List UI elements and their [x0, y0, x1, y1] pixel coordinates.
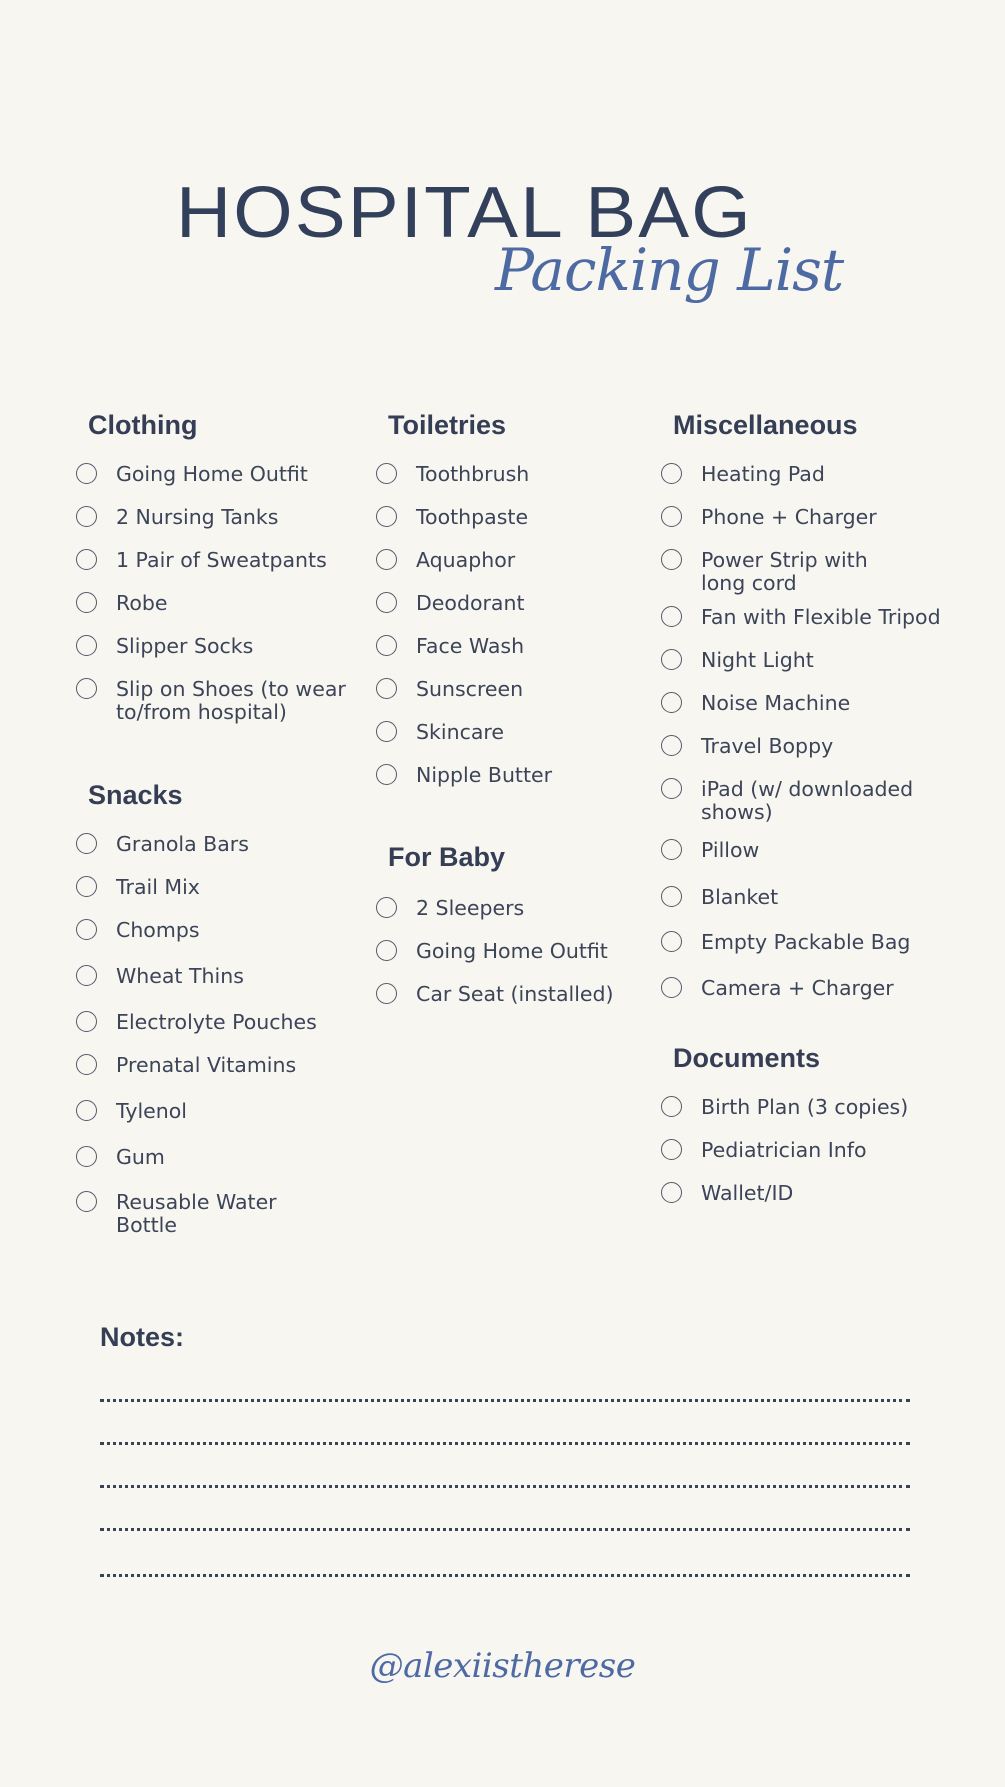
section-heading: For Baby — [388, 842, 506, 872]
checklist-item[interactable]: Travel Boppy — [661, 735, 833, 758]
checklist-item[interactable]: Slip on Shoes (to wear to/from hospital) — [76, 678, 346, 724]
checkbox-circle-icon[interactable] — [661, 1139, 682, 1160]
section-snacks — [76, 780, 317, 1237]
checkbox-circle-icon[interactable] — [376, 635, 397, 656]
section-miscellaneous — [661, 410, 941, 1000]
checklist-item[interactable]: Aquaphor — [376, 549, 515, 572]
checkbox-circle-icon[interactable] — [661, 931, 682, 952]
checkbox-circle-icon[interactable] — [76, 635, 97, 656]
checklist-item[interactable]: Pillow — [661, 839, 759, 862]
checklist-item[interactable]: Camera + Charger — [661, 977, 894, 1000]
checkbox-circle-icon[interactable] — [76, 1146, 97, 1167]
checkbox-circle-icon[interactable] — [76, 549, 97, 570]
checkbox-circle-icon[interactable] — [661, 1182, 682, 1203]
checklist-item[interactable]: Sunscreen — [376, 678, 523, 701]
checkbox-circle-icon[interactable] — [661, 735, 682, 756]
checklist-item[interactable]: Power Strip with long cord — [661, 549, 868, 595]
checklist-item[interactable]: Chomps — [76, 919, 200, 942]
notes-line[interactable] — [100, 1442, 910, 1445]
checkbox-circle-icon[interactable] — [76, 463, 97, 484]
checklist-item[interactable]: Toothpaste — [376, 506, 528, 529]
checklist-item[interactable]: Prenatal Vitamins — [76, 1054, 296, 1077]
title-main: HOSPITAL BAG — [176, 173, 753, 253]
checklist-item[interactable]: 2 Nursing Tanks — [76, 506, 278, 529]
checklist-item[interactable]: Granola Bars — [76, 833, 249, 856]
checkbox-circle-icon[interactable] — [376, 721, 397, 742]
checklist-item[interactable]: Wallet/ID — [661, 1182, 793, 1205]
checkbox-circle-icon[interactable] — [76, 678, 97, 699]
checklist-item[interactable]: Gum — [76, 1146, 165, 1169]
section-heading: Documents — [673, 1043, 821, 1073]
checklist-item[interactable]: Nipple Butter — [376, 764, 552, 787]
checkbox-circle-icon[interactable] — [76, 1011, 97, 1032]
checkbox-circle-icon[interactable] — [661, 692, 682, 713]
checklist-item[interactable]: Trail Mix — [76, 876, 200, 899]
checkbox-circle-icon[interactable] — [376, 897, 397, 918]
checklist-item[interactable]: iPad (w/ downloaded shows) — [661, 778, 913, 824]
checklist-item[interactable]: Going Home Outfit — [76, 463, 308, 486]
notes-line[interactable] — [100, 1399, 910, 1402]
checklist-item[interactable]: Pediatrician Info — [661, 1139, 867, 1162]
checkbox-circle-icon[interactable] — [661, 549, 682, 570]
checkbox-circle-icon[interactable] — [376, 463, 397, 484]
checklist-item[interactable]: Wheat Thins — [76, 965, 244, 988]
checkbox-circle-icon[interactable] — [661, 463, 682, 484]
checklist-item[interactable]: Deodorant — [376, 592, 525, 615]
checkbox-circle-icon[interactable] — [76, 965, 97, 986]
checkbox-circle-icon[interactable] — [376, 940, 397, 961]
checklist-item[interactable]: Phone + Charger — [661, 506, 877, 529]
notes-line[interactable] — [100, 1574, 910, 1577]
checkbox-circle-icon[interactable] — [661, 778, 682, 799]
checklist-item[interactable]: Toothbrush — [376, 463, 529, 486]
checklist-item[interactable]: Reusable Water Bottle — [76, 1191, 277, 1237]
checkbox-circle-icon[interactable] — [661, 1096, 682, 1117]
checkbox-circle-icon[interactable] — [76, 592, 97, 613]
checkbox-circle-icon[interactable] — [661, 606, 682, 627]
checklist-item[interactable]: Noise Machine — [661, 692, 850, 715]
checkbox-circle-icon[interactable] — [76, 833, 97, 854]
checkbox-circle-icon[interactable] — [661, 839, 682, 860]
checklist-item[interactable]: Face Wash — [376, 635, 524, 658]
checkbox-circle-icon[interactable] — [376, 983, 397, 1004]
checklist-item[interactable]: Night Light — [661, 649, 814, 672]
checklist-item[interactable]: Car Seat (installed) — [376, 983, 614, 1006]
section-heading: Clothing — [88, 410, 198, 440]
notes-line[interactable] — [100, 1528, 910, 1531]
section-documents — [661, 1043, 909, 1205]
notes-line[interactable] — [100, 1485, 910, 1488]
checkbox-circle-icon[interactable] — [376, 764, 397, 785]
section-for-baby — [376, 842, 614, 1006]
checkbox-circle-icon[interactable] — [376, 506, 397, 527]
checkbox-circle-icon[interactable] — [661, 649, 682, 670]
checklist-item[interactable]: Going Home Outfit — [376, 940, 608, 963]
checklist-item[interactable]: Tylenol — [76, 1100, 187, 1123]
checkbox-circle-icon[interactable] — [76, 1191, 97, 1212]
checkbox-circle-icon[interactable] — [76, 919, 97, 940]
checkbox-circle-icon[interactable] — [661, 886, 682, 907]
checkbox-circle-icon[interactable] — [76, 1054, 97, 1075]
section-clothing — [76, 410, 346, 724]
checklist-item[interactable]: 2 Sleepers — [376, 897, 524, 920]
checklist-item[interactable]: Skincare — [376, 721, 504, 744]
checkbox-circle-icon[interactable] — [376, 678, 397, 699]
section-heading: Snacks — [88, 780, 183, 810]
checklist-item[interactable]: Empty Packable Bag — [661, 931, 910, 954]
checklist-item[interactable]: Birth Plan (3 copies) — [661, 1096, 908, 1119]
checkbox-circle-icon[interactable] — [76, 1100, 97, 1121]
checkbox-circle-icon[interactable] — [661, 977, 682, 998]
checkbox-circle-icon[interactable] — [376, 549, 397, 570]
checklist-item[interactable]: Heating Pad — [661, 463, 825, 486]
section-heading: Toiletries — [388, 410, 507, 440]
section-toiletries — [376, 410, 553, 787]
checkbox-circle-icon[interactable] — [76, 506, 97, 527]
checklist-item[interactable]: Electrolyte Pouches — [76, 1011, 317, 1034]
footer-handle: @alexiistherese — [369, 1646, 636, 1686]
checklist-item[interactable]: Slipper Socks — [76, 635, 253, 658]
checklist-item[interactable]: Robe — [76, 592, 168, 615]
checkbox-circle-icon[interactable] — [376, 592, 397, 613]
checklist-item[interactable]: Blanket — [661, 886, 778, 909]
checklist-item[interactable]: Fan with Flexible Tripod — [661, 606, 941, 629]
checklist-item[interactable]: 1 Pair of Sweatpants — [76, 549, 327, 572]
notes-heading: Notes: — [100, 1322, 185, 1352]
checkbox-circle-icon[interactable] — [661, 506, 682, 527]
section-heading: Miscellaneous — [673, 410, 858, 440]
title-script: Packing List — [495, 236, 844, 304]
checkbox-circle-icon[interactable] — [76, 876, 97, 897]
